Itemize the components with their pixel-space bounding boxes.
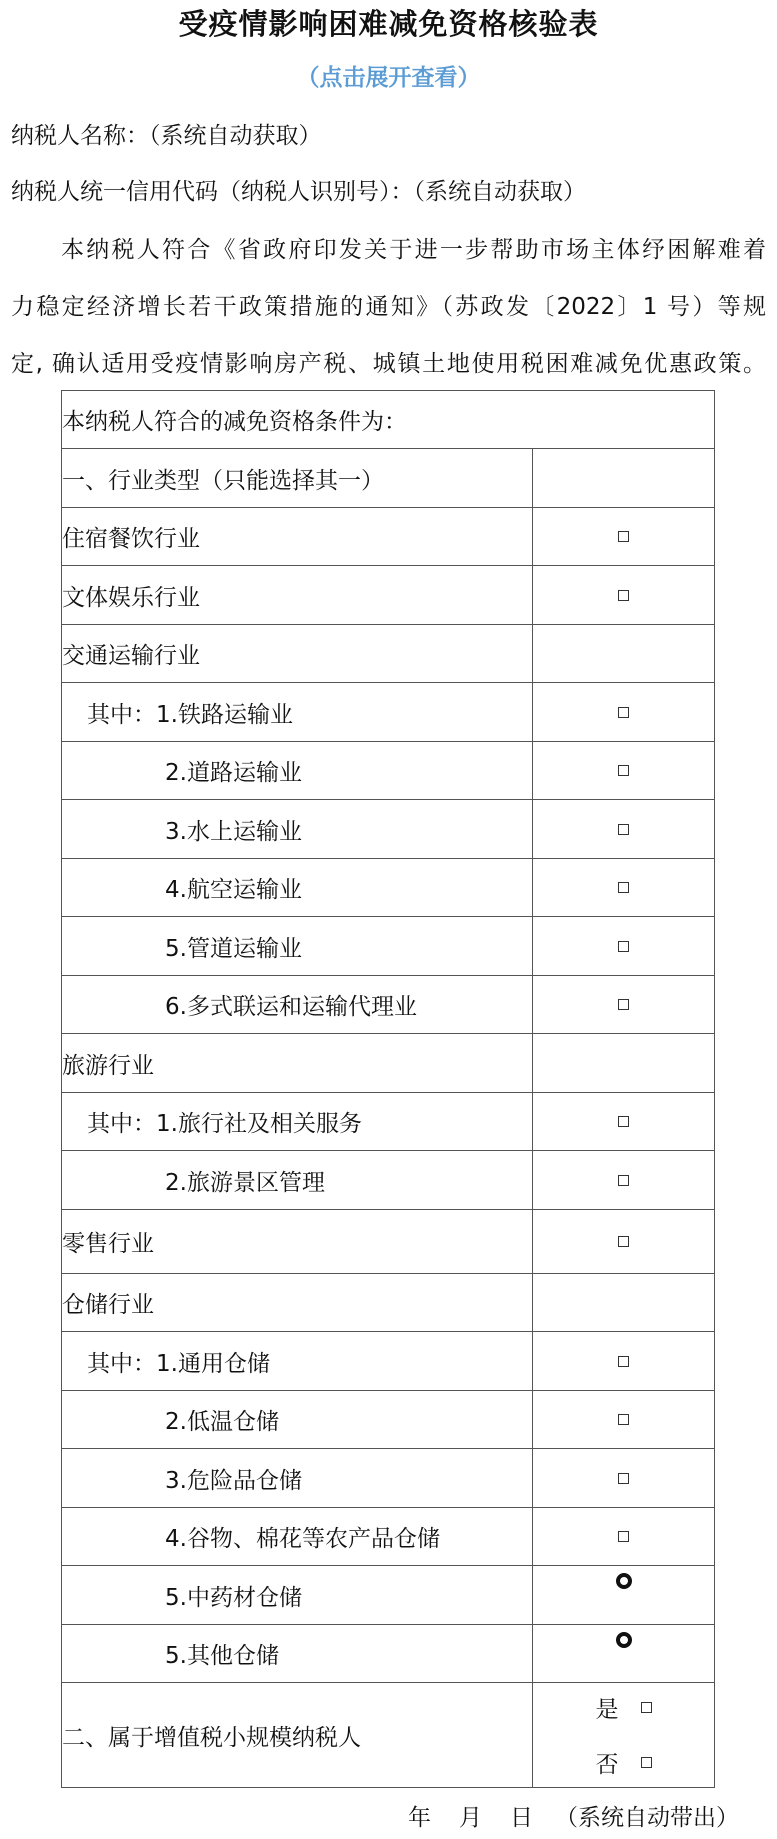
checkbox[interactable] — [618, 882, 629, 893]
row-label: 5.管道运输业 — [165, 935, 302, 962]
page-title: 受疫情影响困难减免资格核验表 — [178, 7, 599, 41]
date-footer — [408, 1800, 739, 1836]
yes-option — [596, 1691, 652, 1724]
table-row — [62, 1210, 715, 1274]
no-label: 否 — [595, 1752, 619, 1778]
table-row — [62, 859, 715, 917]
row-label: 4.航空运输业 — [165, 877, 302, 903]
radio-button[interactable] — [616, 1573, 632, 1589]
checkbox[interactable] — [618, 531, 629, 542]
taxpayer-name-line — [11, 118, 322, 154]
row-label: 文体娱乐行业 — [62, 584, 200, 611]
table-row — [62, 800, 715, 859]
yes-no-options — [596, 1691, 652, 1779]
checkbox[interactable] — [618, 1414, 629, 1425]
checkbox[interactable] — [618, 1236, 629, 1247]
row-label: 零售行业 — [62, 1231, 154, 1257]
table-row — [62, 1034, 715, 1093]
declaration-line-2: 力稳定经济增长若干政策措施的通知》（苏政发〔2022〕1 号）等规 — [11, 294, 766, 320]
row-label: 仓储行业 — [62, 1292, 154, 1318]
row-prefix: 其中： — [87, 1350, 156, 1377]
table-row — [62, 508, 715, 566]
yes-checkbox[interactable] — [641, 1702, 652, 1713]
table-row — [62, 1508, 715, 1566]
row-label: 6.多式联运和运输代理业 — [165, 994, 417, 1020]
year-label: 年 — [408, 1805, 431, 1831]
section-industry-label: 一、行业类型（只能选择其一） — [62, 467, 384, 494]
footer-note: （系统自动带出） — [555, 1805, 739, 1831]
row-label: 3.水上运输业 — [165, 818, 302, 845]
table-row — [62, 1151, 715, 1210]
credit-code-value: （系统自动获取） — [413, 179, 586, 205]
section-industry-row — [62, 449, 715, 508]
no-checkbox[interactable] — [641, 1757, 652, 1768]
row-label: 2.低温仓储 — [165, 1409, 279, 1435]
checkbox[interactable] — [618, 1175, 629, 1186]
checkbox[interactable] — [618, 824, 629, 835]
day-label: 日 — [510, 1805, 533, 1831]
table-row — [62, 566, 715, 625]
table-row — [62, 1274, 715, 1332]
radio-button[interactable] — [616, 1632, 632, 1648]
credit-code-label: 纳税人统一信用代码（纳税人识别号）： — [11, 179, 414, 205]
checkbox[interactable] — [618, 1531, 629, 1542]
small-scale-taxpayer-row — [62, 1683, 715, 1788]
expand-link[interactable]: （点击展开查看） — [296, 65, 481, 91]
table-row — [62, 1332, 715, 1391]
checkbox[interactable] — [618, 1356, 629, 1367]
checkbox[interactable] — [618, 590, 629, 601]
table-row — [62, 917, 715, 976]
qualification-table — [61, 390, 715, 1788]
table-row — [62, 1093, 715, 1151]
row-label: 3.危险品仓储 — [165, 1467, 302, 1494]
table-row — [62, 1566, 715, 1625]
table-header-row — [62, 391, 715, 449]
table-row — [62, 1449, 715, 1508]
no-option — [596, 1746, 652, 1779]
row-label: 住宿餐饮行业 — [62, 526, 200, 552]
row-label: 1.旅行社及相关服务 — [156, 1111, 362, 1137]
table-row — [62, 683, 715, 742]
small-scale-taxpayer-label: 二、属于增值税小规模纳税人 — [62, 1724, 361, 1751]
row-label: 旅游行业 — [62, 1052, 154, 1079]
row-label: 5.中药材仓储 — [165, 1584, 302, 1611]
row-label: 1.通用仓储 — [156, 1350, 270, 1377]
row-label: 4.谷物、棉花等农产品仓储 — [165, 1526, 440, 1552]
row-label: 2.旅游景区管理 — [165, 1169, 325, 1196]
row-prefix: 其中： — [87, 701, 156, 728]
table-row — [62, 625, 715, 683]
row-label: 5.其他仓储 — [165, 1643, 279, 1669]
declaration-line-1: 本纳税人符合《省政府印发关于进一步帮助市场主体纾困解难着 — [61, 237, 766, 263]
checkbox[interactable] — [618, 765, 629, 776]
declaration-line-3: 定, 确认适用受疫情影响房产税、城镇土地使用税困难减免优惠政策。 — [11, 351, 766, 377]
checkbox[interactable] — [618, 1116, 629, 1127]
yes-label: 是 — [595, 1697, 619, 1723]
section-industry-empty-cell — [532, 449, 714, 507]
row-label: 1.铁路运输业 — [156, 701, 293, 728]
checkbox[interactable] — [618, 999, 629, 1010]
table-header-text: 本纳税人符合的减免资格条件为： — [62, 409, 407, 435]
table-row — [62, 976, 715, 1034]
month-label: 月 — [459, 1805, 482, 1831]
row-label: 交通运输行业 — [62, 643, 200, 669]
checkbox[interactable] — [618, 707, 629, 718]
checkbox[interactable] — [618, 941, 629, 952]
credit-code-line — [11, 174, 586, 210]
row-label: 2.道路运输业 — [165, 760, 302, 786]
table-row — [62, 1625, 715, 1683]
row-prefix: 其中： — [87, 1111, 156, 1137]
table-row — [62, 1391, 715, 1449]
taxpayer-name-value: （系统自动获取） — [149, 123, 322, 149]
taxpayer-name-label: 纳税人名称： — [11, 123, 149, 149]
checkbox[interactable] — [618, 1473, 629, 1484]
table-row — [62, 742, 715, 800]
